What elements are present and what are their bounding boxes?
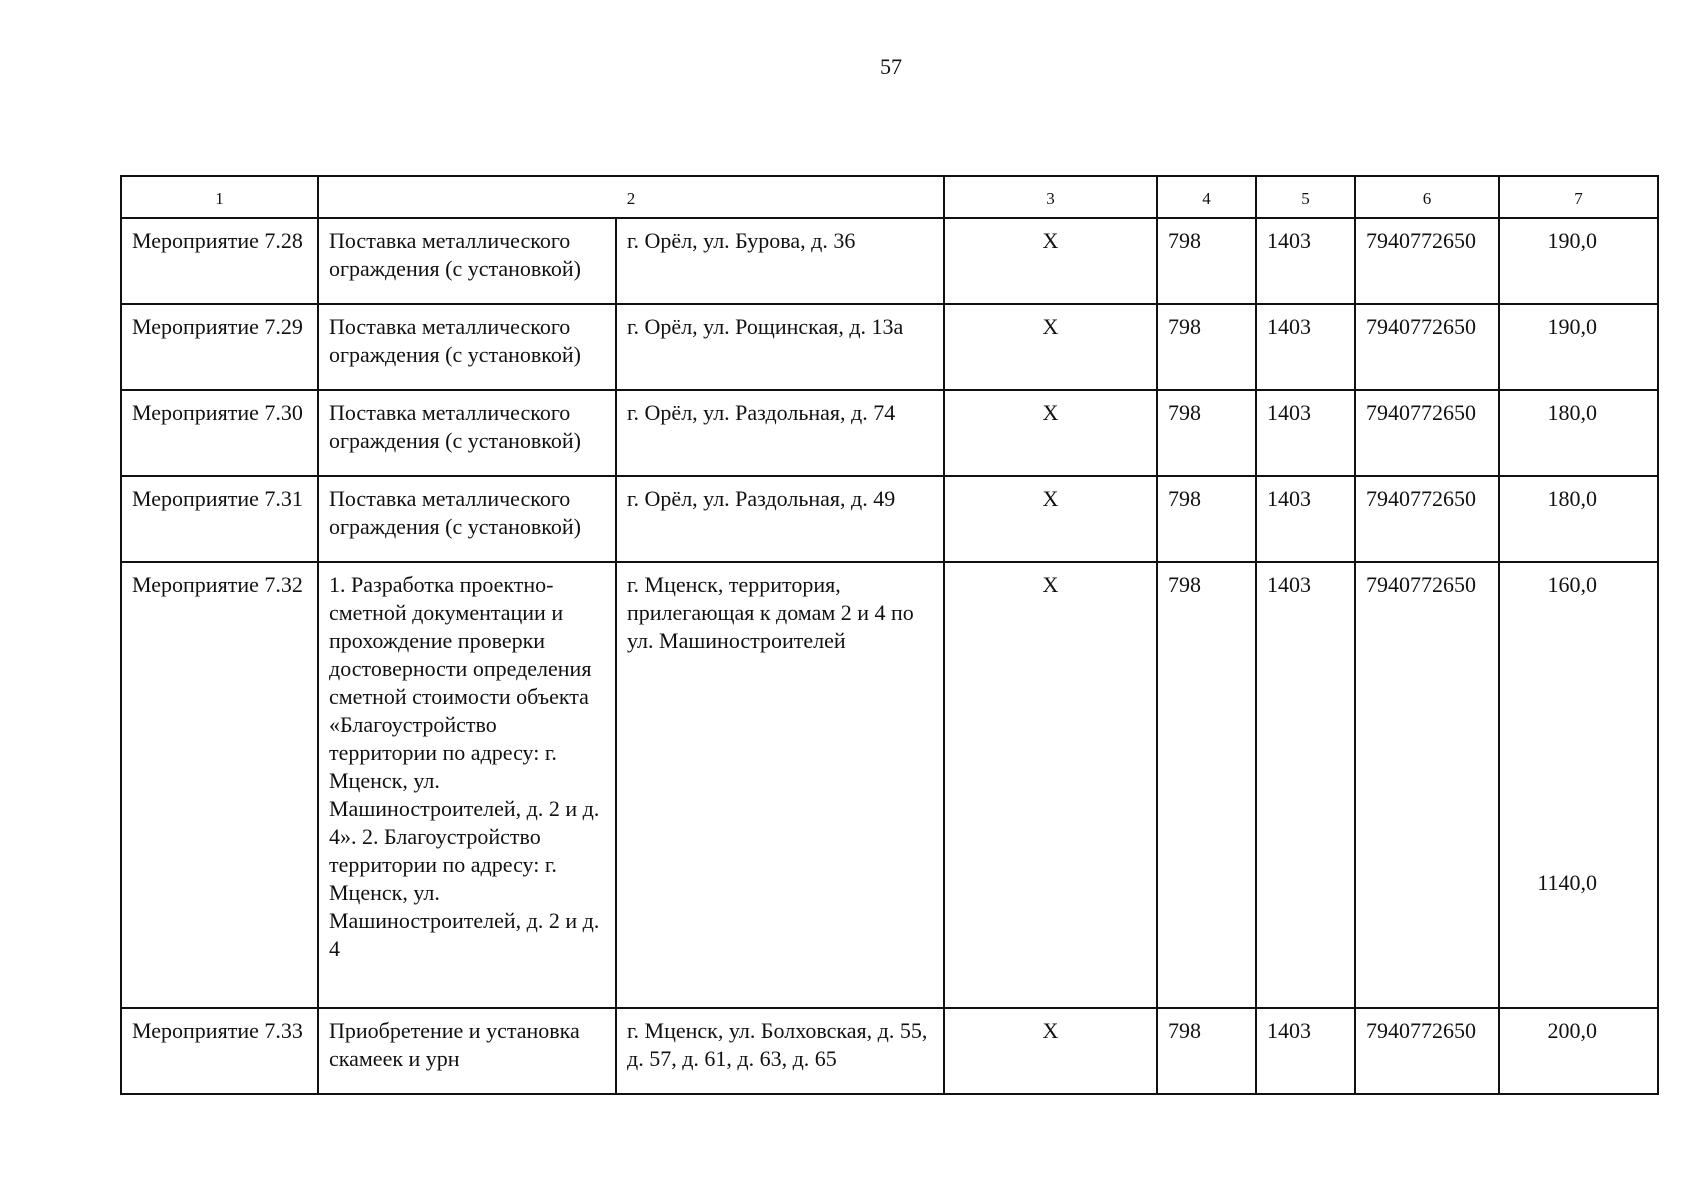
- col6-cell: 7940772650: [1355, 218, 1499, 304]
- col3-cell: Х: [944, 1008, 1157, 1094]
- col4-cell: 798: [1157, 1008, 1256, 1094]
- description-cell: Поставка металлического ограждения (с установкой): [318, 476, 616, 562]
- col4-cell: 798: [1157, 304, 1256, 390]
- address-cell: г. Мценск, ул. Болховская, д. 55, д. 57, д. 61, д. 63, д. 65: [616, 1008, 944, 1094]
- event-cell: Мероприятие 7.28: [121, 218, 318, 304]
- header-cell: 3: [944, 176, 1157, 218]
- col4-cell: 798: [1157, 218, 1256, 304]
- description-cell: Поставка металлического ограждения (с установкой): [318, 304, 616, 390]
- address-cell: г. Орёл, ул. Бурова, д. 36: [616, 218, 944, 304]
- col5-cell: 1403: [1256, 218, 1355, 304]
- header-cell: 2: [318, 176, 944, 218]
- description-cell: 1. Разработка проектно-сметной документации и прохождение проверки достоверности определения сметной стоимости объекта «Благоустройство территории по адресу: г. Мценск, ул. Машиностроителей, д. 2 и д. 4». 2. Благоустройство территории по адресу: г. Мценск, ул. Машиностроителей, д. 2 и д. 4: [318, 562, 616, 1008]
- amount-cell: 180,0: [1499, 390, 1658, 476]
- col6-cell: 7940772650: [1355, 390, 1499, 476]
- col4-cell: 798: [1157, 562, 1256, 1008]
- address-cell: г. Орёл, ул. Рощинская, д. 13а: [616, 304, 944, 390]
- table-header-row: [121, 176, 1658, 218]
- description-cell: Приобретение и установка скамеек и урн: [318, 1008, 616, 1094]
- amount-cell: 190,0: [1499, 218, 1658, 304]
- col3-cell: Х: [944, 304, 1157, 390]
- col6-cell: 7940772650: [1355, 1008, 1499, 1094]
- col3-cell: Х: [944, 476, 1157, 562]
- table-row: [121, 476, 1658, 562]
- address-cell: г. Мценск, территория, прилегающая к домам 2 и 4 по ул. Машиностроителей: [616, 562, 944, 1008]
- header-cell: 1: [121, 176, 318, 218]
- col3-cell: Х: [944, 562, 1157, 1008]
- col6-cell: 7940772650: [1355, 304, 1499, 390]
- amount-value: 160,0: [1547, 572, 1597, 597]
- table-row: [121, 562, 1658, 1008]
- event-cell: Мероприятие 7.33: [121, 1008, 318, 1094]
- header-cell: 6: [1355, 176, 1499, 218]
- col3-cell: Х: [944, 218, 1157, 304]
- table-row: [121, 390, 1658, 476]
- description-cell: Поставка металлического ограждения (с установкой): [318, 390, 616, 476]
- col3-cell: Х: [944, 390, 1157, 476]
- address-cell: г. Орёл, ул. Раздольная, д. 74: [616, 390, 944, 476]
- event-cell: Мероприятие 7.32: [121, 562, 318, 1008]
- col5-cell: 1403: [1256, 390, 1355, 476]
- amount-cell: 200,0: [1499, 1008, 1658, 1094]
- col6-cell: 7940772650: [1355, 562, 1499, 1008]
- col6-cell: 7940772650: [1355, 476, 1499, 562]
- table-row: [121, 1008, 1658, 1094]
- col5-cell: 1403: [1256, 1008, 1355, 1094]
- event-cell: Мероприятие 7.30: [121, 390, 318, 476]
- header-cell: 5: [1256, 176, 1355, 218]
- header-cell: 4: [1157, 176, 1256, 218]
- col4-cell: 798: [1157, 390, 1256, 476]
- table-row: [121, 304, 1658, 390]
- col4-cell: 798: [1157, 476, 1256, 562]
- table-row: [121, 218, 1658, 304]
- event-cell: Мероприятие 7.29: [121, 304, 318, 390]
- amount-cell: 190,0: [1499, 304, 1658, 390]
- amount-value-second: 1140,0: [1537, 870, 1597, 895]
- header-cell: 7: [1499, 176, 1658, 218]
- event-cell: Мероприятие 7.31: [121, 476, 318, 562]
- amount-cell: [1499, 562, 1658, 1008]
- col5-cell: 1403: [1256, 476, 1355, 562]
- amount-cell: 180,0: [1499, 476, 1658, 562]
- address-cell: г. Орёл, ул. Раздольная, д. 49: [616, 476, 944, 562]
- page-number: 57: [880, 54, 902, 79]
- description-cell: Поставка металлического ограждения (с установкой): [318, 218, 616, 304]
- col5-cell: 1403: [1256, 562, 1355, 1008]
- col5-cell: 1403: [1256, 304, 1355, 390]
- budget-table: [120, 175, 1659, 1095]
